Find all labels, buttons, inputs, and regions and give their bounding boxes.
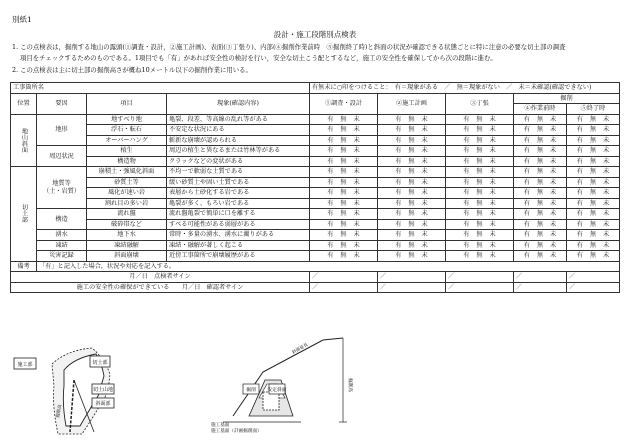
check-cell[interactable]: 有 無 未 [567, 114, 620, 125]
item-cell: 割れ目の多い岩 [87, 198, 167, 209]
page-title: 設計・施工段階別点検表 [273, 30, 357, 39]
check-cell[interactable]: 有 無 未 [514, 219, 567, 230]
table-row [11, 261, 620, 272]
note-1-line-1: 1. この点検表は，掘削する地山の露頭(①調査・設計，②施工計画)、表面(③丁張り)、内部(④掘削作業前時 ⑤掘削終了時)と斜面の状況が確認できる状態ごとに特に注意の必要な切土部の調査 [12, 43, 566, 51]
table-row [11, 177, 620, 188]
check-cell[interactable]: 有 無 未 [310, 209, 378, 220]
phenomenon-cell: 亀裂が多く、もろい岩である [167, 198, 310, 209]
table-row [11, 188, 620, 199]
col-item: 項目 [87, 93, 167, 114]
phenomenon-cell: すべる可能性がある弱層がある [167, 219, 310, 230]
check-cell[interactable]: 有 無 未 [446, 125, 514, 136]
factor-geology: 地質等 （土・岩質） [37, 167, 87, 209]
check-cell[interactable]: 有 無 未 [310, 188, 378, 199]
check-cell[interactable]: 有 無 未 [446, 219, 514, 230]
check-cell[interactable]: 有 無 未 [514, 156, 567, 167]
check-cell[interactable]: 有 無 未 [446, 209, 514, 220]
check-cell[interactable]: 有 無 未 [446, 135, 514, 146]
pos-cut: 切土部 [11, 167, 37, 262]
check-cell[interactable]: 有 無 未 [567, 230, 620, 241]
check-cell[interactable]: 有 無 未 [378, 240, 446, 251]
col-stage2: ②施工計画 [378, 93, 446, 114]
check-cell[interactable]: 有 無 未 [378, 198, 446, 209]
item-cell: オーバーハング [87, 135, 167, 146]
phenomenon-cell: 不安定な状況にある [167, 125, 310, 136]
table-row [11, 251, 620, 262]
item-cell: 浮石・転石 [87, 125, 167, 136]
item-cell: 構造物 [87, 156, 167, 167]
check-cell[interactable]: 有 無 未 [446, 188, 514, 199]
inspection-table [10, 82, 620, 293]
table-row [11, 114, 620, 125]
col-stage4: ④作業前時 [514, 104, 567, 115]
item-cell: 風化が速い岩 [87, 188, 167, 199]
col-phenomenon: 現象(確認内容) [167, 93, 310, 114]
check-cell[interactable]: 有 無 未 [378, 146, 446, 157]
table-row [11, 125, 620, 136]
col-excavation: 掘削 [514, 93, 620, 104]
check-cell[interactable]: 有 無 未 [446, 114, 514, 125]
sign-cell[interactable]: ／ [378, 272, 446, 283]
table-row [11, 93, 620, 104]
check-cell[interactable]: 有 無 未 [567, 156, 620, 167]
col-stage5: ⑤終了時 [567, 104, 620, 115]
factor-structure: 構造 [37, 209, 87, 230]
item-cell: 崩積土・強風化斜面 [87, 167, 167, 178]
check-cell[interactable]: 有 無 未 [514, 188, 567, 199]
check-cell[interactable]: 有 無 未 [310, 198, 378, 209]
check-cell[interactable]: 有 無 未 [567, 209, 620, 220]
check-cell[interactable]: 有 無 未 [567, 177, 620, 188]
check-cell[interactable]: 有 無 未 [378, 156, 446, 167]
phenomenon-cell: 流れ盤亀裂で簡単に口を離する [167, 209, 310, 220]
diagram-label: 安定斜面 [267, 388, 287, 393]
check-cell[interactable]: 有 無 未 [514, 240, 567, 251]
table-row [11, 135, 620, 146]
table-row [11, 230, 620, 241]
phenomenon-cell: 斬新な崩壊が認められる [167, 135, 310, 146]
item-cell: 斜面崩壊 [87, 251, 167, 262]
check-cell[interactable]: 有 無 未 [567, 146, 620, 157]
check-cell[interactable]: 有 無 未 [378, 188, 446, 199]
check-cell[interactable]: 有 無 未 [567, 188, 620, 199]
phenomenon-cell: 近傍工事箇所で崩壊履歴がある [167, 251, 310, 262]
section-diagram [193, 336, 353, 438]
factor-water: 湧水 [37, 230, 87, 241]
sign-cell[interactable]: ／ [567, 282, 620, 293]
check-cell[interactable]: 有 無 未 [310, 125, 378, 136]
check-cell[interactable]: 有 無 未 [567, 240, 620, 251]
sign-cell[interactable]: ／ [567, 272, 620, 283]
col-position: 位置 [11, 93, 37, 114]
remarks-text[interactable]: 「有」と記入した場合，状況や対応を記入する。 [37, 261, 620, 272]
diagram-label: 掘削 [246, 388, 256, 393]
table-row [11, 209, 620, 220]
check-cell[interactable]: 有 無 未 [567, 219, 620, 230]
check-cell[interactable]: 有 無 未 [514, 125, 567, 136]
check-cell[interactable]: 有 無 未 [514, 167, 567, 178]
sign-cell[interactable]: ／ [310, 282, 378, 293]
confirmer-sign-label: 施工の安全性の確保ができている 月／日 確認者サイン [11, 282, 310, 293]
table-row [11, 240, 620, 251]
check-cell[interactable]: 有 無 未 [446, 146, 514, 157]
check-cell[interactable]: 有 無 未 [378, 251, 446, 262]
check-cell[interactable]: 有 無 未 [378, 114, 446, 125]
table-row [11, 167, 620, 178]
check-cell[interactable]: 有 無 未 [378, 135, 446, 146]
table-row [11, 198, 620, 209]
note-1-line-2: 項目をチェックするためのものである。1項目でも「有」があれば安全性の検討を行い，安全な切土こう配とするなど，施工の安全性を確保してから次の段階に進む。 [20, 54, 497, 62]
check-cell[interactable]: 有 無 未 [378, 219, 446, 230]
check-cell[interactable]: 有 無 未 [310, 135, 378, 146]
check-cell[interactable]: 有 無 未 [514, 198, 567, 209]
phenomenon-cell: 常時・多量の湧水、湧水に濁りがある [167, 230, 310, 241]
diagram-label: 斜面部 [95, 401, 111, 407]
item-cell: 地下水 [87, 230, 167, 241]
note-2: 2. この点検表は主に切土部の掘削高さが概ね10メートル以下の掘削作業に用いる。 [12, 66, 252, 74]
phenomenon-cell: 凍結・融解が著しく起こる [167, 240, 310, 251]
check-cell[interactable]: 有 無 未 [567, 251, 620, 262]
col-stage1: ①調査・設計 [310, 93, 378, 114]
item-cell: 凍結融解 [87, 240, 167, 251]
item-cell: 砂質土等 [87, 177, 167, 188]
table-row [11, 219, 620, 230]
check-cell[interactable]: 有 無 未 [446, 198, 514, 209]
phenomenon-cell: 亀裂、段差、等高線の乱れ等がある [167, 114, 310, 125]
check-cell[interactable]: 有 無 未 [514, 114, 567, 125]
check-cell[interactable]: 有 無 未 [310, 156, 378, 167]
check-cell[interactable]: 有 無 未 [446, 167, 514, 178]
check-cell[interactable]: 有 無 未 [446, 177, 514, 188]
check-cell[interactable]: 有 無 未 [567, 167, 620, 178]
check-cell[interactable]: 有 無 未 [567, 135, 620, 146]
sign-cell[interactable]: ／ [446, 272, 514, 283]
diagram-label: 掘削高 [56, 404, 64, 419]
sign-cell[interactable]: ／ [310, 272, 378, 283]
item-cell: 破砕帯など [87, 219, 167, 230]
check-cell[interactable]: 有 無 未 [514, 177, 567, 188]
check-cell[interactable]: 有 無 未 [310, 230, 378, 241]
check-cell[interactable]: 有 無 未 [310, 114, 378, 125]
attachment-label: 別紙1 [12, 15, 32, 24]
diagram-label: 施工基面（計画掘削面） [211, 429, 262, 434]
phenomenon-cell: 表層から土砂化する岩である [167, 188, 310, 199]
sign-cell[interactable]: ／ [378, 282, 446, 293]
sign-cell[interactable]: ／ [514, 272, 567, 283]
remarks-label: 備考 [11, 261, 37, 272]
site-label: 工事箇所名 [11, 83, 310, 94]
check-cell[interactable]: 有 無 未 [514, 251, 567, 262]
inspector-sign-label: 月／日 点検者サイン [11, 272, 310, 283]
diagram-label: 切土山地 [92, 387, 114, 393]
factor-terrain: 地形 [37, 114, 87, 146]
check-cell[interactable]: 有 無 未 [514, 209, 567, 220]
check-cell[interactable]: 有 無 未 [378, 209, 446, 220]
diagram-label: 切土部 [92, 360, 108, 366]
check-cell[interactable]: 有 無 未 [310, 219, 378, 230]
plan-diagram [12, 346, 162, 438]
item-cell: 流れ盤 [87, 209, 167, 220]
check-cell[interactable]: 有 無 未 [446, 156, 514, 167]
check-cell[interactable]: 有 無 未 [514, 146, 567, 157]
table-row [11, 156, 620, 167]
item-cell: 植生 [87, 146, 167, 157]
check-cell[interactable]: 有 無 未 [310, 251, 378, 262]
diagram-label: 掘削高 [347, 378, 352, 392]
check-cell[interactable]: 有 無 未 [310, 167, 378, 178]
check-cell[interactable]: 有 無 未 [567, 125, 620, 136]
check-cell[interactable]: 有 無 未 [378, 125, 446, 136]
excavation-box [263, 392, 279, 410]
table-row [11, 282, 620, 293]
check-cell[interactable]: 有 無 未 [378, 230, 446, 241]
phenomenon-cell: 周辺の植生と異なるまたは竹林等がある [167, 146, 310, 157]
check-cell[interactable]: 有 無 未 [514, 230, 567, 241]
col-stage3: ③丁張 [446, 93, 514, 114]
check-cell[interactable]: 有 無 未 [446, 240, 514, 251]
check-cell[interactable]: 有 無 未 [310, 177, 378, 188]
table-row [11, 146, 620, 157]
legend: 有無末に○印をつけること： 有＝現象がある ／ 無＝現象がない ／ 未＝未確認(確認できない) [310, 83, 620, 94]
factor-surround: 周辺状況 [37, 146, 87, 167]
phenomenon-cell: 不均一で軟弱な土質である [167, 167, 310, 178]
check-cell[interactable]: 有 無 未 [378, 167, 446, 178]
diagram-label: 施工基面 [211, 423, 230, 428]
check-cell[interactable]: 有 無 未 [567, 198, 620, 209]
check-cell[interactable]: 有 無 未 [310, 146, 378, 157]
check-cell[interactable]: 有 無 未 [514, 135, 567, 146]
factor-disaster: 災害記録 [37, 251, 87, 262]
sign-cell[interactable]: ／ [514, 282, 567, 293]
check-cell[interactable]: 有 無 未 [378, 177, 446, 188]
sign-cell[interactable]: ／ [446, 282, 514, 293]
pos-slope: 地山斜面 [11, 114, 37, 167]
table-row [11, 83, 620, 94]
phenomenon-cell: 緩い砂質土や固い土質である [167, 177, 310, 188]
check-cell[interactable]: 有 無 未 [446, 230, 514, 241]
check-cell[interactable]: 有 無 未 [446, 251, 514, 262]
factor-freeze: 凍結 [37, 240, 87, 251]
diagram-label: 施工部 [17, 362, 33, 368]
table-row [11, 272, 620, 283]
check-cell[interactable]: 有 無 未 [310, 240, 378, 251]
col-factor: 要因 [37, 93, 87, 114]
phenomenon-cell: クラックなどの変状がある [167, 156, 310, 167]
item-cell: 地すべり地 [87, 114, 167, 125]
diagram-label: 斜面延長 [291, 342, 310, 356]
